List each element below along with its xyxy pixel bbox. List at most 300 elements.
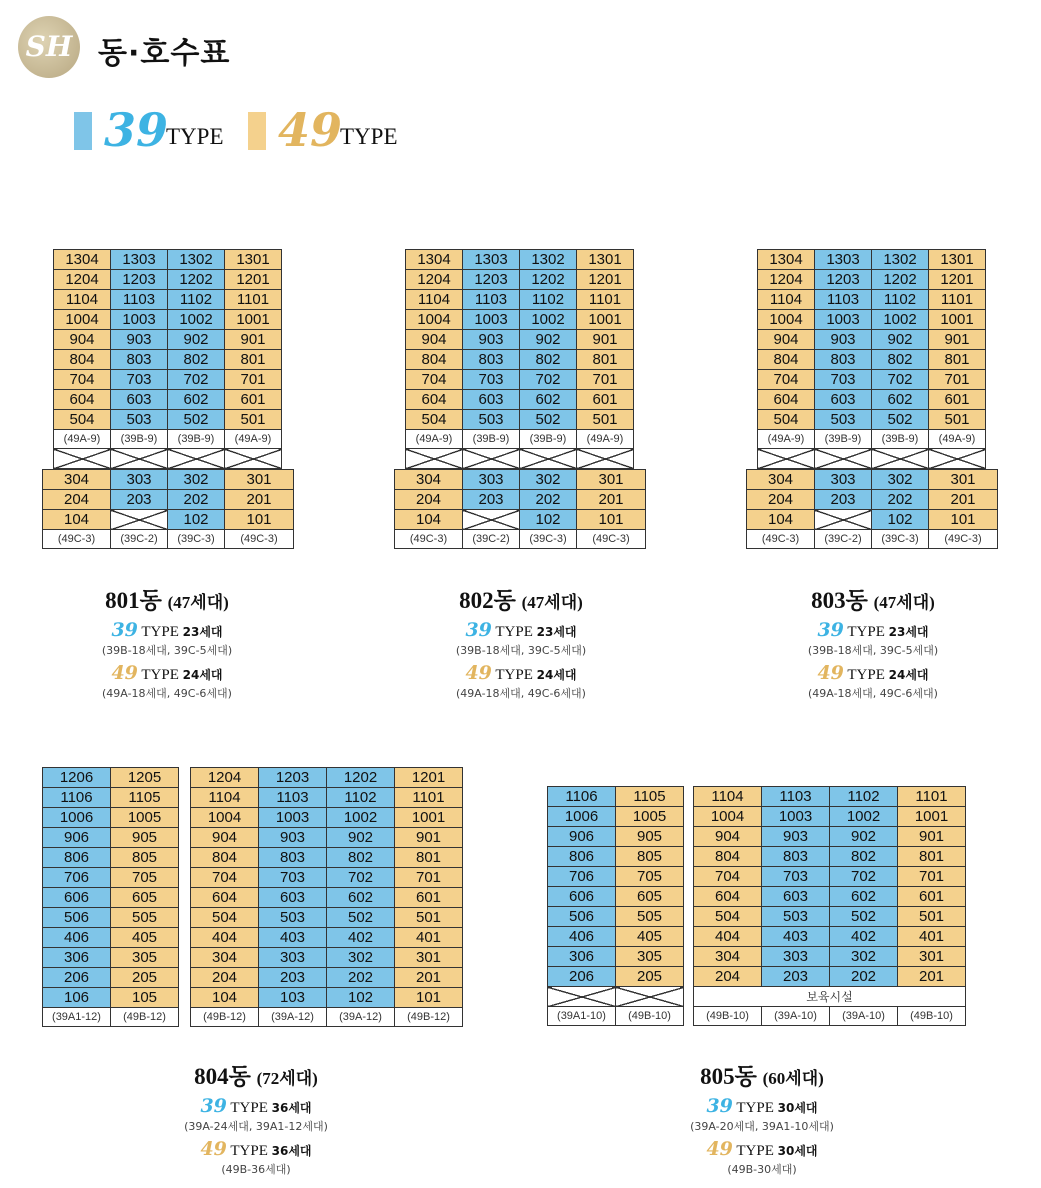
unit-cell: 703 bbox=[463, 370, 520, 390]
unit-cell: 802 bbox=[520, 350, 577, 370]
unit-cell: 1004 bbox=[758, 310, 815, 330]
unit-cell: 405 bbox=[616, 927, 684, 947]
unit-cell: 204 bbox=[747, 490, 815, 510]
unit-cell: 905 bbox=[616, 827, 684, 847]
unit-cell: 501 bbox=[577, 410, 634, 430]
empty-floor-cell bbox=[168, 449, 225, 469]
unit-cell: 802 bbox=[168, 350, 225, 370]
unit-cell: 1104 bbox=[406, 290, 463, 310]
unit-cell: 1201 bbox=[929, 270, 986, 290]
unit-type-label: (49B-12) bbox=[111, 1008, 179, 1027]
unit-cell: 1103 bbox=[111, 290, 168, 310]
unit-cell: 606 bbox=[43, 888, 111, 908]
unit-cell: 1002 bbox=[168, 310, 225, 330]
unit-type-label: (39A1-12) bbox=[43, 1008, 111, 1027]
unit-cell: 1103 bbox=[463, 290, 520, 310]
unit-cell: 804 bbox=[758, 350, 815, 370]
unit-cell: 1302 bbox=[520, 250, 577, 270]
unit-cell: 706 bbox=[43, 868, 111, 888]
unit-cell: 101 bbox=[577, 510, 646, 530]
unit-cell: 505 bbox=[616, 907, 684, 927]
unit-cell: 905 bbox=[111, 828, 179, 848]
unit-cell: 105 bbox=[111, 988, 179, 1008]
unit-cell: 1202 bbox=[327, 768, 395, 788]
unit-cell: 204 bbox=[694, 967, 762, 987]
unit-cell: 1006 bbox=[43, 808, 111, 828]
unit-cell: 804 bbox=[694, 847, 762, 867]
unit-cell: 701 bbox=[898, 867, 966, 887]
unit-cell: 1102 bbox=[830, 787, 898, 807]
unit-cell: 302 bbox=[830, 947, 898, 967]
unit-cell: 803 bbox=[463, 350, 520, 370]
unit-cell: 1001 bbox=[929, 310, 986, 330]
unit-cell: 904 bbox=[191, 828, 259, 848]
unit-cell: 903 bbox=[111, 330, 168, 350]
unit-cell: 1105 bbox=[616, 787, 684, 807]
unit-cell: 304 bbox=[694, 947, 762, 967]
unit-cell: 1203 bbox=[463, 270, 520, 290]
unit-cell: 1203 bbox=[815, 270, 872, 290]
unit-cell: 1201 bbox=[577, 270, 634, 290]
unit-cell: 603 bbox=[815, 390, 872, 410]
unit-cell: 902 bbox=[327, 828, 395, 848]
unit-cell: 102 bbox=[327, 988, 395, 1008]
unit-cell: 1003 bbox=[259, 808, 327, 828]
unit-type-label: (49C-3) bbox=[395, 530, 463, 549]
facility-cell: 보육시설 bbox=[694, 987, 966, 1007]
legend-39-label: TYPE bbox=[166, 124, 224, 149]
unit-cell: 506 bbox=[548, 907, 616, 927]
unit-cell: 904 bbox=[758, 330, 815, 350]
unit-cell: 605 bbox=[111, 888, 179, 908]
unit-cell: 1303 bbox=[815, 250, 872, 270]
empty-floor-cell bbox=[520, 449, 577, 469]
unit-type-label: (39B-9) bbox=[872, 430, 929, 449]
empty-floor-cell bbox=[815, 449, 872, 469]
unit-cell: 1002 bbox=[872, 310, 929, 330]
unit-cell: 304 bbox=[43, 470, 111, 490]
unit-cell: 502 bbox=[872, 410, 929, 430]
unit-cell: 302 bbox=[327, 948, 395, 968]
unit-cell: 503 bbox=[259, 908, 327, 928]
unit-cell: 902 bbox=[520, 330, 577, 350]
unit-cell: 803 bbox=[259, 848, 327, 868]
unit-cell: 303 bbox=[762, 947, 830, 967]
unit-cell: 604 bbox=[758, 390, 815, 410]
unit-cell: 903 bbox=[815, 330, 872, 350]
unit-cell: 902 bbox=[830, 827, 898, 847]
unit-cell: 704 bbox=[191, 868, 259, 888]
unit-cell: 1004 bbox=[191, 808, 259, 828]
unit-cell: 203 bbox=[762, 967, 830, 987]
unit-cell: 301 bbox=[577, 470, 646, 490]
building-801-caption: 801동 (47세대) 39 TYPE 23세대 (39B-18세대, 39C-5세대) 49 TYPE 24세대 (49A-18세대, 49C-6세대) bbox=[101, 588, 233, 700]
empty-floor-cell bbox=[929, 449, 986, 469]
empty-floor-cell bbox=[111, 449, 168, 469]
unit-cell: 205 bbox=[616, 967, 684, 987]
unit-cell: 701 bbox=[225, 370, 282, 390]
unit-cell: 205 bbox=[111, 968, 179, 988]
unit-cell: 1001 bbox=[577, 310, 634, 330]
unit-cell: 801 bbox=[225, 350, 282, 370]
unit-cell: 1203 bbox=[259, 768, 327, 788]
legend-39-number: 39 bbox=[104, 103, 169, 157]
unit-cell: 1003 bbox=[463, 310, 520, 330]
unit-cell: 805 bbox=[111, 848, 179, 868]
unit-cell: 1204 bbox=[191, 768, 259, 788]
unit-type-label: (49B-12) bbox=[191, 1008, 259, 1027]
building-803-caption: 803동 (47세대) 39 TYPE 23세대 (39B-18세대, 39C-5세대) 49 TYPE 24세대 (49A-18세대, 49C-6세대) bbox=[807, 588, 939, 700]
unit-cell: 904 bbox=[406, 330, 463, 350]
unit-cell: 504 bbox=[406, 410, 463, 430]
unit-cell: 402 bbox=[327, 928, 395, 948]
unit-cell: 1002 bbox=[327, 808, 395, 828]
unit-cell: 1304 bbox=[54, 250, 111, 270]
unit-cell: 206 bbox=[43, 968, 111, 988]
unit-cell: 1302 bbox=[168, 250, 225, 270]
unit-cell: 704 bbox=[406, 370, 463, 390]
unit-cell: 602 bbox=[520, 390, 577, 410]
unit-cell: 404 bbox=[191, 928, 259, 948]
unit-cell: 801 bbox=[929, 350, 986, 370]
unit-cell: 506 bbox=[43, 908, 111, 928]
unit-cell: 806 bbox=[43, 848, 111, 868]
unit-cell: 102 bbox=[520, 510, 577, 530]
unit-cell: 803 bbox=[111, 350, 168, 370]
unit-cell: 1304 bbox=[758, 250, 815, 270]
unit-type-label: (49C-3) bbox=[747, 530, 815, 549]
unit-cell: 702 bbox=[830, 867, 898, 887]
unit-cell: 703 bbox=[762, 867, 830, 887]
unit-cell: 201 bbox=[395, 968, 463, 988]
unit-cell: 701 bbox=[929, 370, 986, 390]
unit-cell: 1004 bbox=[54, 310, 111, 330]
unit-cell: 301 bbox=[395, 948, 463, 968]
unit-cell: 803 bbox=[762, 847, 830, 867]
unit-cell: 101 bbox=[225, 510, 294, 530]
unit-cell: 1202 bbox=[872, 270, 929, 290]
unit-cell: 602 bbox=[327, 888, 395, 908]
unit-cell: 1105 bbox=[111, 788, 179, 808]
unit-type-label: (39A-12) bbox=[259, 1008, 327, 1027]
unit-cell: 1003 bbox=[815, 310, 872, 330]
unit-cell: 403 bbox=[259, 928, 327, 948]
unit-cell: 503 bbox=[762, 907, 830, 927]
legend-49-label: TYPE bbox=[340, 124, 398, 149]
unit-cell: 902 bbox=[872, 330, 929, 350]
unit-cell: 501 bbox=[898, 907, 966, 927]
unit-cell: 101 bbox=[929, 510, 998, 530]
building-802-caption: 802동 (47세대) 39 TYPE 23세대 (39B-18세대, 39C-5세대) 49 TYPE 24세대 (49A-18세대, 49C-6세대) bbox=[455, 588, 587, 700]
unit-cell: 201 bbox=[225, 490, 294, 510]
unit-cell: 702 bbox=[327, 868, 395, 888]
unit-cell: 1104 bbox=[694, 787, 762, 807]
unit-cell: 503 bbox=[111, 410, 168, 430]
unit-cell: 906 bbox=[43, 828, 111, 848]
unit-type-label: (39B-9) bbox=[463, 430, 520, 449]
unit-cell: 604 bbox=[694, 887, 762, 907]
unit-cell: 401 bbox=[395, 928, 463, 948]
unit-cell: 1302 bbox=[872, 250, 929, 270]
unit-cell: 104 bbox=[747, 510, 815, 530]
unit-type-label: (49A-9) bbox=[758, 430, 815, 449]
unit-cell: 801 bbox=[898, 847, 966, 867]
unit-cell: 204 bbox=[191, 968, 259, 988]
unit-cell: 301 bbox=[929, 470, 998, 490]
unit-cell: 802 bbox=[830, 847, 898, 867]
unit-cell: 303 bbox=[463, 470, 520, 490]
unit-cell: 1104 bbox=[54, 290, 111, 310]
unit-cell: 404 bbox=[694, 927, 762, 947]
unit-cell: 1005 bbox=[111, 808, 179, 828]
unit-cell: 202 bbox=[872, 490, 929, 510]
unit-cell: 704 bbox=[694, 867, 762, 887]
unit-cell: 703 bbox=[259, 868, 327, 888]
unit-cell: 401 bbox=[898, 927, 966, 947]
unit-type-label: (49C-3) bbox=[577, 530, 646, 549]
unit-cell: 405 bbox=[111, 928, 179, 948]
unit-cell: 1101 bbox=[898, 787, 966, 807]
unit-cell: 202 bbox=[830, 967, 898, 987]
unit-cell: 1001 bbox=[395, 808, 463, 828]
building-804-caption: 804동 (72세대) 39 TYPE 36세대 (39A-24세대, 39A1-12세대) 49 TYPE 36세대 (49B-36세대) bbox=[184, 1064, 328, 1176]
unit-cell: 103 bbox=[259, 988, 327, 1008]
unit-cell: 604 bbox=[54, 390, 111, 410]
unit-type-label: (49C-3) bbox=[43, 530, 111, 549]
unit-cell: 601 bbox=[898, 887, 966, 907]
unit-cell: 1104 bbox=[758, 290, 815, 310]
unit-cell: 604 bbox=[406, 390, 463, 410]
unit-cell: 703 bbox=[111, 370, 168, 390]
unit-cell: 201 bbox=[898, 967, 966, 987]
unit-cell: 303 bbox=[259, 948, 327, 968]
unit-cell: 701 bbox=[395, 868, 463, 888]
unit-cell: 1103 bbox=[259, 788, 327, 808]
unit-cell: 601 bbox=[577, 390, 634, 410]
unit-cell: 1001 bbox=[898, 807, 966, 827]
unit-type-label: (49B-10) bbox=[694, 1007, 762, 1026]
unit-cell: 202 bbox=[520, 490, 577, 510]
unit-cell: 1106 bbox=[43, 788, 111, 808]
unit-type-label: (49B-12) bbox=[395, 1008, 463, 1027]
unit-cell: 704 bbox=[54, 370, 111, 390]
unit-cell: 502 bbox=[168, 410, 225, 430]
unit-cell: 503 bbox=[815, 410, 872, 430]
unit-cell: 804 bbox=[54, 350, 111, 370]
unit-cell: 1204 bbox=[406, 270, 463, 290]
unit-cell: 603 bbox=[111, 390, 168, 410]
unit-cell: 1003 bbox=[111, 310, 168, 330]
unit-cell: 603 bbox=[463, 390, 520, 410]
unit-cell: 802 bbox=[872, 350, 929, 370]
unit-cell: 1203 bbox=[111, 270, 168, 290]
unit-cell: 305 bbox=[111, 948, 179, 968]
unit-type-label: (39C-2) bbox=[815, 530, 872, 549]
unit-cell: 101 bbox=[395, 988, 463, 1008]
unit-cell: 901 bbox=[898, 827, 966, 847]
unit-cell: 501 bbox=[929, 410, 986, 430]
unit-cell: 303 bbox=[111, 470, 168, 490]
empty-floor-cell bbox=[758, 449, 815, 469]
unit-cell: 504 bbox=[54, 410, 111, 430]
unit-cell: 804 bbox=[406, 350, 463, 370]
unit-cell: 606 bbox=[548, 887, 616, 907]
unit-cell: 601 bbox=[395, 888, 463, 908]
unit-cell: 901 bbox=[395, 828, 463, 848]
unit-cell: 406 bbox=[548, 927, 616, 947]
unit-cell: 203 bbox=[815, 490, 872, 510]
unit-type-label: (39C-3) bbox=[872, 530, 929, 549]
unit-cell: 1101 bbox=[577, 290, 634, 310]
unit-cell: 605 bbox=[616, 887, 684, 907]
unit-cell: 1201 bbox=[395, 768, 463, 788]
unit-cell: 302 bbox=[168, 470, 225, 490]
sh-logo: SH bbox=[18, 16, 80, 78]
unit-cell: 705 bbox=[616, 867, 684, 887]
empty-floor-cell bbox=[577, 449, 634, 469]
unit-cell: 301 bbox=[225, 470, 294, 490]
unit-cell: 904 bbox=[694, 827, 762, 847]
unit-type-label: (49A-9) bbox=[406, 430, 463, 449]
unit-cell: 1101 bbox=[225, 290, 282, 310]
unit-cell: 703 bbox=[815, 370, 872, 390]
unit-cell: 1202 bbox=[520, 270, 577, 290]
unit-cell: 304 bbox=[395, 470, 463, 490]
legend-49-swatch bbox=[248, 112, 266, 150]
unit-cell: 803 bbox=[815, 350, 872, 370]
unit-cell: 705 bbox=[111, 868, 179, 888]
unit-cell: 1104 bbox=[191, 788, 259, 808]
unit-type-label: (39C-2) bbox=[111, 530, 168, 549]
unit-cell: 303 bbox=[815, 470, 872, 490]
unit-cell: 306 bbox=[43, 948, 111, 968]
empty-floor-cell bbox=[872, 449, 929, 469]
unit-cell: 704 bbox=[758, 370, 815, 390]
unit-cell: 104 bbox=[395, 510, 463, 530]
unit-cell: 503 bbox=[463, 410, 520, 430]
unit-type-label: (39C-2) bbox=[463, 530, 520, 549]
unit-type-label: (49B-10) bbox=[898, 1007, 966, 1026]
legend-39-swatch bbox=[74, 112, 92, 150]
unit-cell: 203 bbox=[259, 968, 327, 988]
unit-cell: 1301 bbox=[929, 250, 986, 270]
unit-type-label: (49A-9) bbox=[54, 430, 111, 449]
unit-cell: 602 bbox=[168, 390, 225, 410]
unit-cell: 1005 bbox=[616, 807, 684, 827]
unit-cell: 306 bbox=[548, 947, 616, 967]
unit-type-label: (39B-9) bbox=[520, 430, 577, 449]
unit-cell: 706 bbox=[548, 867, 616, 887]
unit-cell: 502 bbox=[830, 907, 898, 927]
unit-cell: 901 bbox=[225, 330, 282, 350]
unit-cell: 1303 bbox=[463, 250, 520, 270]
unit-type-label: (49A-9) bbox=[225, 430, 282, 449]
empty-floor-cell bbox=[225, 449, 282, 469]
unit-cell: 505 bbox=[111, 908, 179, 928]
empty-floor-cell bbox=[406, 449, 463, 469]
unit-cell: 202 bbox=[168, 490, 225, 510]
unit-cell: 106 bbox=[43, 988, 111, 1008]
unit-type-label: (39A-10) bbox=[762, 1007, 830, 1026]
unit-cell: 602 bbox=[830, 887, 898, 907]
empty-unit-cell bbox=[111, 510, 168, 530]
unit-cell: 901 bbox=[929, 330, 986, 350]
unit-cell: 1303 bbox=[111, 250, 168, 270]
unit-cell: 104 bbox=[191, 988, 259, 1008]
unit-cell: 1004 bbox=[406, 310, 463, 330]
page-title: 동·호수표 bbox=[98, 36, 231, 71]
unit-cell: 304 bbox=[191, 948, 259, 968]
unit-cell: 903 bbox=[259, 828, 327, 848]
unit-cell: 1301 bbox=[577, 250, 634, 270]
unit-cell: 1006 bbox=[548, 807, 616, 827]
unit-cell: 906 bbox=[548, 827, 616, 847]
unit-type-label: (39B-9) bbox=[815, 430, 872, 449]
unit-cell: 1201 bbox=[225, 270, 282, 290]
unit-cell: 1205 bbox=[111, 768, 179, 788]
empty-unit-cell bbox=[548, 987, 616, 1007]
unit-cell: 601 bbox=[929, 390, 986, 410]
unit-cell: 102 bbox=[168, 510, 225, 530]
unit-cell: 1004 bbox=[694, 807, 762, 827]
unit-type-label: (39B-9) bbox=[168, 430, 225, 449]
unit-cell: 501 bbox=[395, 908, 463, 928]
unit-cell: 501 bbox=[225, 410, 282, 430]
unit-cell: 102 bbox=[872, 510, 929, 530]
unit-cell: 903 bbox=[762, 827, 830, 847]
unit-cell: 604 bbox=[191, 888, 259, 908]
unit-cell: 502 bbox=[327, 908, 395, 928]
unit-cell: 1106 bbox=[548, 787, 616, 807]
unit-cell: 1102 bbox=[327, 788, 395, 808]
unit-cell: 702 bbox=[168, 370, 225, 390]
unit-cell: 702 bbox=[872, 370, 929, 390]
empty-floor-cell bbox=[463, 449, 520, 469]
unit-cell: 806 bbox=[548, 847, 616, 867]
unit-type-label: (49C-3) bbox=[225, 530, 294, 549]
unit-cell: 1304 bbox=[406, 250, 463, 270]
unit-cell: 201 bbox=[929, 490, 998, 510]
legend-49-number: 49 bbox=[278, 103, 343, 157]
unit-cell: 904 bbox=[54, 330, 111, 350]
unit-type-label: (49A-9) bbox=[577, 430, 634, 449]
unit-cell: 1204 bbox=[54, 270, 111, 290]
unit-cell: 602 bbox=[872, 390, 929, 410]
unit-cell: 203 bbox=[111, 490, 168, 510]
unit-cell: 1301 bbox=[225, 250, 282, 270]
unit-cell: 402 bbox=[830, 927, 898, 947]
unit-cell: 902 bbox=[168, 330, 225, 350]
unit-type-label: (49A-9) bbox=[929, 430, 986, 449]
unit-cell: 104 bbox=[43, 510, 111, 530]
empty-unit-cell bbox=[616, 987, 684, 1007]
unit-cell: 206 bbox=[548, 967, 616, 987]
unit-cell: 204 bbox=[43, 490, 111, 510]
unit-cell: 903 bbox=[463, 330, 520, 350]
unit-type-label: (39A-12) bbox=[327, 1008, 395, 1027]
unit-cell: 301 bbox=[898, 947, 966, 967]
unit-cell: 203 bbox=[463, 490, 520, 510]
unit-cell: 406 bbox=[43, 928, 111, 948]
unit-type-label: (49C-3) bbox=[929, 530, 998, 549]
unit-cell: 802 bbox=[327, 848, 395, 868]
unit-cell: 502 bbox=[520, 410, 577, 430]
unit-cell: 801 bbox=[395, 848, 463, 868]
empty-unit-cell bbox=[463, 510, 520, 530]
unit-cell: 804 bbox=[191, 848, 259, 868]
unit-cell: 305 bbox=[616, 947, 684, 967]
unit-cell: 1102 bbox=[520, 290, 577, 310]
